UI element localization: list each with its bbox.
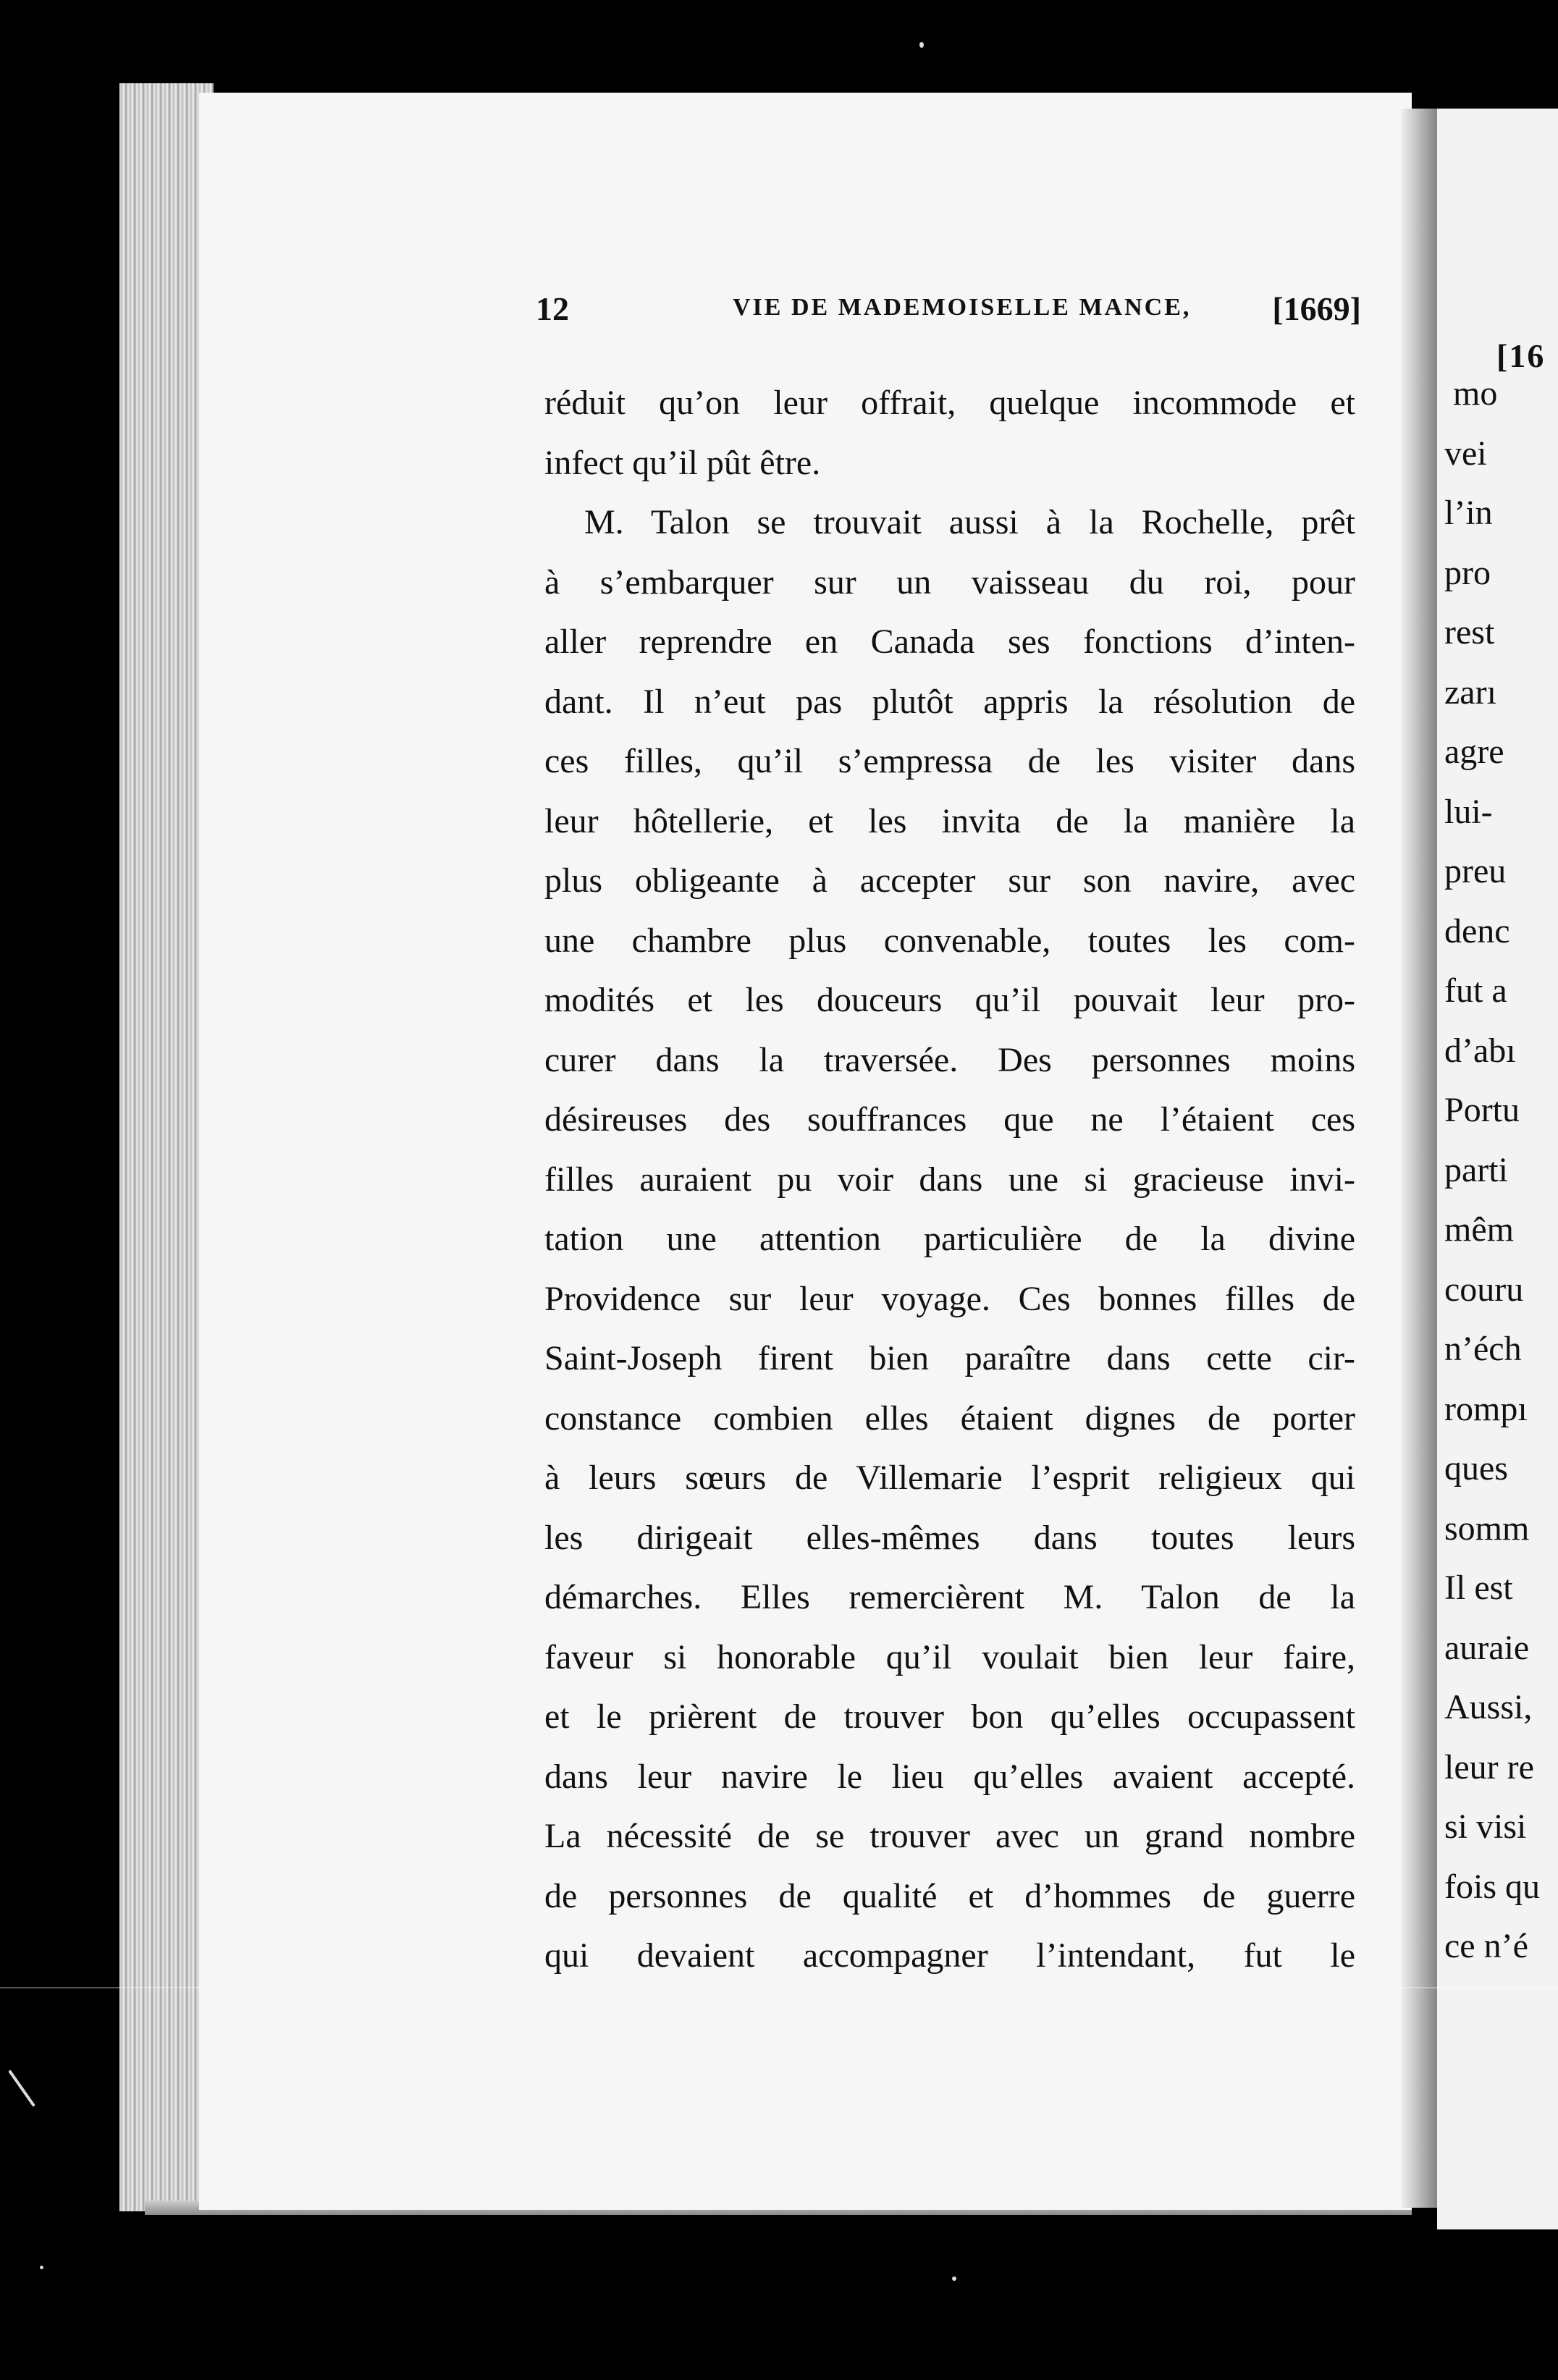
text-line: modités et les douceurs qu’il pouvait leur pro- [544,981,1355,1019]
facing-text-line: somm [1444,1508,1530,1548]
facing-text-line: rompı [1444,1389,1528,1428]
text-line: Saint-Joseph firent bien paraître dans cette cir- [544,1339,1355,1377]
facing-text-line: pro [1444,553,1491,592]
text-line: une chambre plus convenable, toutes les com- [544,921,1355,960]
text-line: ces filles, qu’il s’empressa de les visiter dans [544,742,1355,780]
facing-text-line: leur re [1444,1747,1534,1786]
text-line: et le prièrent de trouver bon qu’elles occupassent [544,1697,1355,1736]
text-line: désireuses des souffrances que ne l’étaient ces [544,1100,1355,1139]
scan-artifact-line [0,1987,1558,1988]
facing-text-line: si visi [1444,1807,1527,1846]
text-line: à leurs sœurs de Villemarie l’esprit religieux qui [544,1459,1355,1497]
text-line: à s’embarquer sur un vaisseau du roi, pour [544,562,1355,602]
facing-text-line: auraie [1444,1628,1530,1667]
running-year: [1669] [1272,290,1361,327]
text-line: de personnes de qualité et d’hommes de guerre [544,1876,1355,1915]
text-line: réduit qu’on leur offrait, quelque incommode et [544,384,1355,422]
facing-text-line: ques [1444,1449,1508,1488]
text-line: infect qu’il pût être. [544,443,821,482]
text-line: M. Talon se trouvait aussi à la Rochelle, prêt [584,503,1355,541]
facing-text-line: ce n’é [1444,1927,1528,1965]
text-line: qui devaient accompagner l’intendant, fut le [544,1936,1355,1975]
facing-text-line: Il est [1444,1569,1513,1607]
facing-text-line: n’éch [1444,1330,1522,1368]
facing-text-line: fois qu [1444,1867,1540,1906]
text-line: dant. Il n’eut pas plutôt appris la résolution de [544,682,1355,721]
text-line: constance combien elles étaient dignes de porter [544,1398,1355,1438]
facing-text-line: preu [1444,852,1507,890]
text-line: tation une attention particulière de la divine [544,1220,1355,1258]
facing-text-line: couru [1444,1270,1524,1309]
facing-text-line: agre [1444,733,1504,771]
text-line: curer dans la traversée. Des personnes moins [544,1040,1355,1079]
dust-speck [919,42,924,48]
facing-text-line: rest [1444,613,1495,651]
text-line: dans leur navire le lieu qu’elles avaient accepté. [544,1757,1355,1796]
facing-text-line: vei [1444,434,1487,473]
running-title: VIE DE MADEMOISELLE MANCE, [733,294,1192,321]
text-line: leur hôtellerie, et les invita de la manière la [544,801,1355,840]
facing-text-line: fut a [1444,971,1507,1010]
text-line: démarches. Elles remercièrent M. Talon de la [544,1578,1355,1616]
facing-text-line: mo [1453,374,1498,413]
facing-text-line: l’in [1444,494,1493,532]
text-line: Providence sur leur voyage. Ces bonnes filles de [544,1279,1355,1318]
facing-text-line: parti [1444,1150,1508,1189]
facing-text-line: d’abı [1444,1031,1516,1070]
text-line: La nécessité de se trouver avec un grand nombre [544,1817,1355,1855]
page-number: 12 [536,290,569,327]
facing-page-header: [16 [1496,337,1546,374]
body-text [544,374,1355,1986]
running-head [536,290,1361,330]
facing-text-line: mêm [1444,1210,1514,1249]
facing-text-line: Aussi, [1444,1688,1533,1726]
text-line: faveur si honorable qu’il voulait bien leur faire, [544,1637,1355,1676]
text-line: filles auraient pu voir dans une si gracieuse invi- [544,1160,1355,1199]
dust-speck [40,2266,43,2269]
text-line: aller reprendre en Canada ses fonctions d’inten- [544,623,1355,661]
text-line: les dirigeait elles-mêmes dans toutes leurs [544,1518,1355,1557]
facing-text-line: lui- [1444,792,1493,831]
facing-page [1437,109,1558,2229]
facing-text-line: zarı [1444,672,1496,712]
text-line: plus obligeante à accepter sur son navire, avec [544,861,1355,900]
facing-text-line: Portu [1444,1091,1520,1129]
dust-speck [952,2276,956,2281]
facing-text-line: denc [1444,911,1510,950]
